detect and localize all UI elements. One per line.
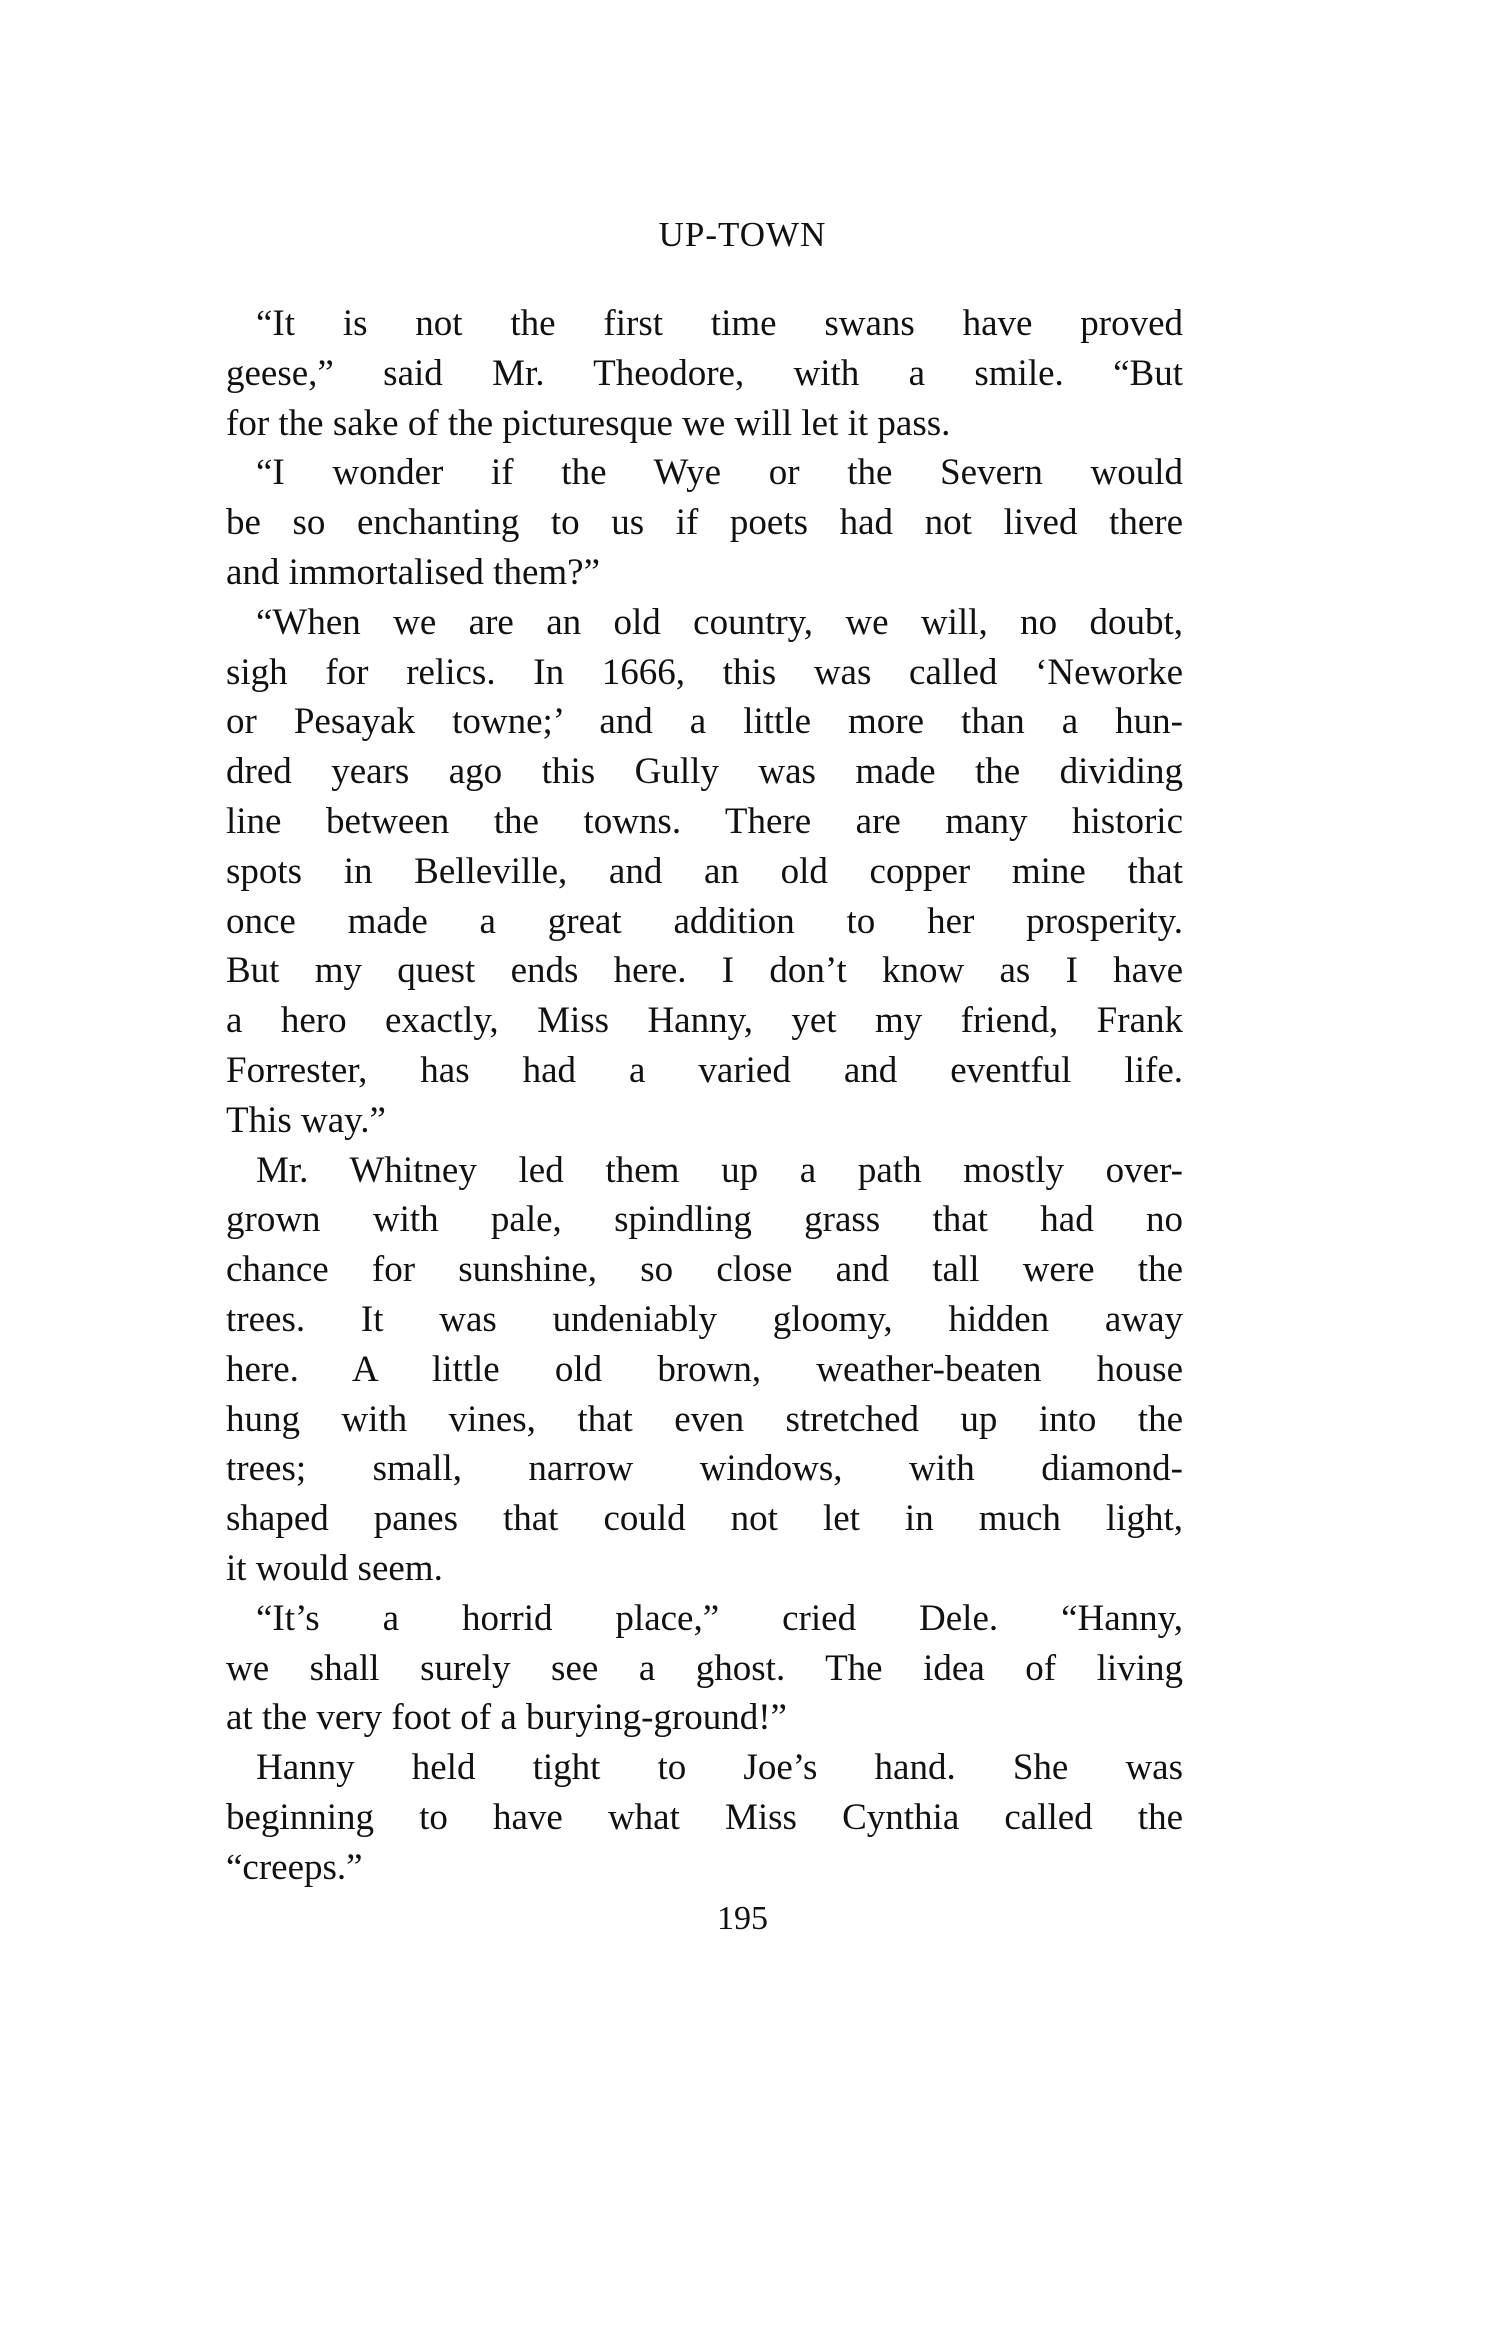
text-line: beginning to have what Miss Cynthia called the: [226, 1796, 1183, 1838]
text-line: “It is not the first time swans have proved: [256, 303, 1183, 344]
paragraph: [226, 598, 1183, 1146]
page-number: 195: [717, 1900, 768, 1937]
text-line: be so enchanting to us if poets had not lived there: [226, 502, 1183, 544]
text-line: Forrester, has had a varied and eventful life.: [226, 1049, 1183, 1091]
text-line: “It’s a horrid place,” cried Dele. “Hanny,: [256, 1597, 1183, 1639]
text-line: grown with pale, spindling grass that had no: [226, 1199, 1183, 1241]
paragraph: [226, 299, 1183, 448]
text-line: and immortalised them?”: [226, 551, 600, 593]
text-line: it would seem.: [226, 1547, 443, 1589]
paragraph: [226, 1146, 1183, 1594]
text-line: spots in Belleville, and an old copper mine that: [226, 850, 1183, 892]
text-line: trees; small, narrow windows, with diamond-: [226, 1448, 1183, 1490]
paragraph: [226, 1743, 1183, 1892]
text-line: at the very foot of a burying-ground!”: [226, 1697, 787, 1739]
text-line: chance for sunshine, so close and tall were the: [226, 1249, 1183, 1291]
text-line: line between the towns. There are many historic: [226, 800, 1183, 842]
text-line: sigh for relics. In 1666, this was called ‘Neworke: [226, 651, 1183, 693]
paragraph: [226, 448, 1183, 597]
text-line: Hanny held tight to Joe’s hand. She was: [256, 1747, 1183, 1789]
text-line: trees. It was undeniably gloomy, hidden away: [226, 1298, 1183, 1340]
text-line: “I wonder if the Wye or the Severn would: [256, 452, 1183, 494]
text-line: for the sake of the picturesque we will let it pass.: [226, 402, 951, 444]
text-line: once made a great addition to her prosperity.: [226, 900, 1183, 942]
text-line: “creeps.”: [226, 1846, 363, 1888]
text-line: dred years ago this Gully was made the dividing: [226, 751, 1183, 793]
text-line: geese,” said Mr. Theodore, with a smile. “But: [226, 352, 1183, 394]
paragraph: [226, 1594, 1183, 1743]
text-line: shaped panes that could not let in much light,: [226, 1498, 1183, 1540]
body-text: [226, 299, 1183, 1893]
text-line: here. A little old brown, weather-beaten house: [226, 1348, 1183, 1390]
text-line: or Pesayak towne;’ and a little more than a hun-: [226, 701, 1183, 743]
text-line: “When we are an old country, we will, no doubt,: [256, 601, 1183, 643]
text-line: This way.”: [226, 1099, 386, 1141]
text-line: Mr. Whitney led them up a path mostly over-: [256, 1149, 1183, 1191]
text-line: But my quest ends here. I don’t know as I have: [226, 950, 1183, 992]
text-line: a hero exactly, Miss Hanny, yet my friend, Frank: [226, 1000, 1183, 1042]
text-line: we shall surely see a ghost. The idea of living: [226, 1647, 1183, 1689]
text-line: hung with vines, that even stretched up into the: [226, 1398, 1183, 1440]
running-header: UP-TOWN: [658, 215, 827, 254]
